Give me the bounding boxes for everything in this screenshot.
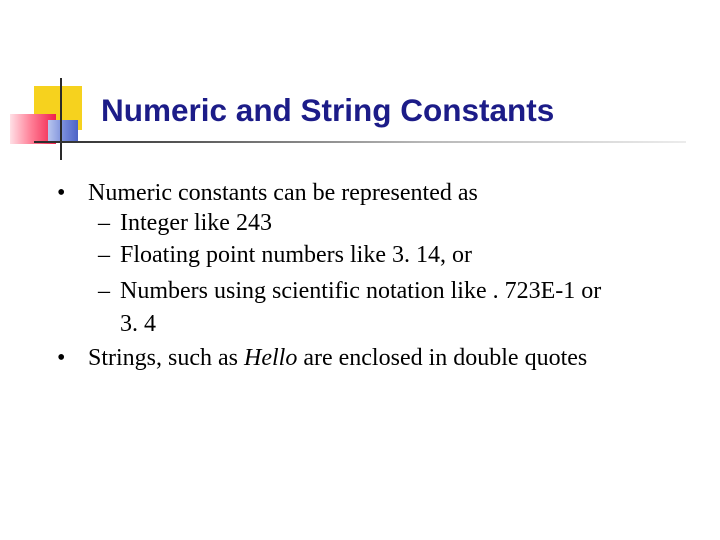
bullet-text-emphasis: Hello [244, 345, 298, 371]
bullet-marker: • [57, 345, 66, 371]
sub-bullet-marker: – [98, 242, 110, 268]
bullet-marker: • [57, 180, 66, 206]
decor-blue-square [48, 120, 78, 142]
slide-title: Numeric and String Constants [101, 92, 555, 128]
bullet-text-suffix: are enclosed in double quotes [297, 345, 588, 371]
sub-bullet-text: Floating point numbers like 3. 14, or [120, 242, 472, 268]
bullet-text-prefix: Strings, such as [88, 345, 244, 371]
decor-vertical-rule [60, 78, 62, 160]
sub-bullet-text: Numbers using scientific notation like . 723E-1 or [120, 278, 602, 304]
title-underline-rule [34, 141, 686, 143]
bullet-text [88, 343, 587, 373]
sub-bullet-marker: – [98, 210, 110, 236]
sub-bullet-text: Integer like 243 [120, 210, 272, 236]
sub-bullet-continuation-text: 3. 4 [120, 311, 156, 337]
bullet-text: Numeric constants can be represented as [88, 180, 478, 206]
sub-bullet-marker: – [98, 278, 110, 304]
